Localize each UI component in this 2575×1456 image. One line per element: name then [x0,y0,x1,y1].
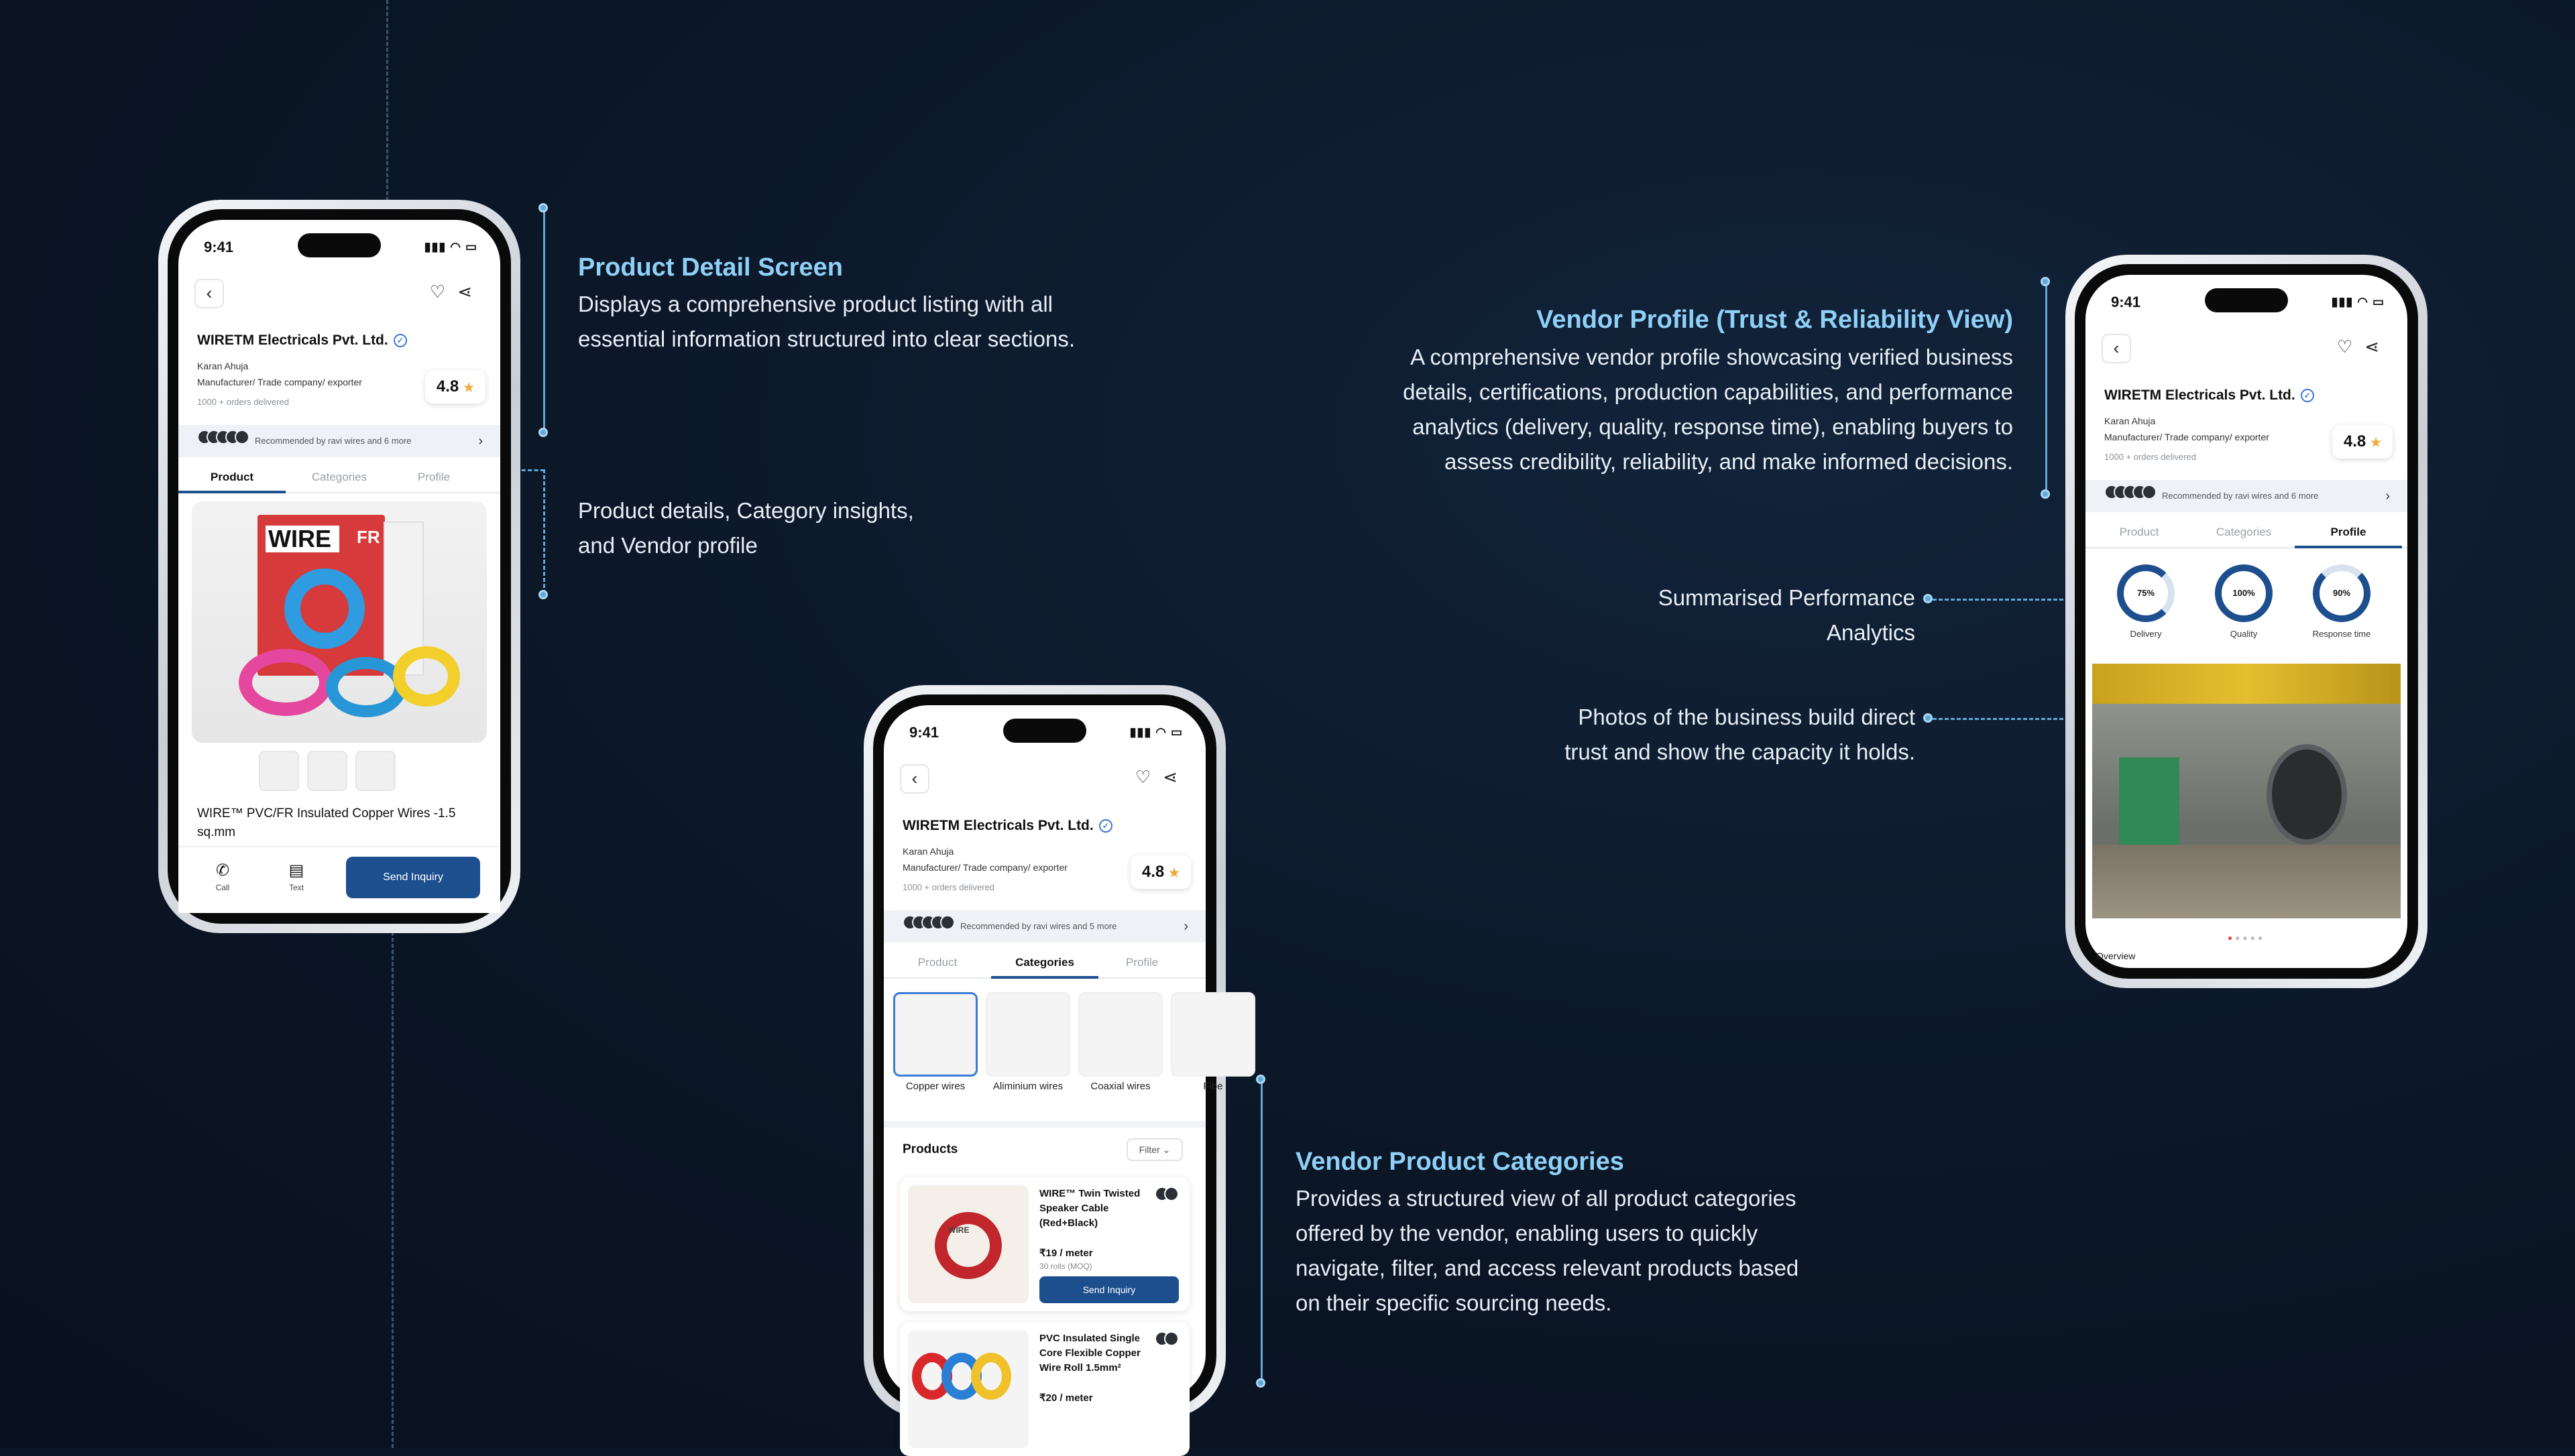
product-title: WIRE™ PVC/FR Insulated Copper Wires -1.5 sq.mm [197,806,456,839]
categories-title: Vendor Product Categories [1296,1148,1624,1176]
categories-body: Provides a structured view of all product categories offered by the vendor, enabling users to quickly navigate, filter, and access relevant products based on their specific sourcing needs. [1296,1186,1799,1315]
share-icon[interactable]: ⋖ [2364,337,2391,357]
contact-name: Karan Ahuja [197,361,249,371]
tab-profile[interactable]: Profile [1125,956,1159,969]
back-button[interactable]: ‹ [194,279,224,308]
send-inquiry-button[interactable]: Send Inquiry [346,857,480,898]
tab-product[interactable]: Product [917,956,958,969]
orders-delivered: 1000 + orders delivered [197,397,289,407]
verified-icon: ✓ [1099,819,1112,833]
contact-name: Karan Ahuja [903,846,954,857]
category-item[interactable]: Coaxial wires [1078,992,1163,1093]
connector-dot [538,590,548,599]
connector-vendor-profile [2045,282,2047,496]
product-card-image: WIRE [908,1185,1029,1303]
tab-categories[interactable]: Categories [991,949,1098,979]
product-card-image [908,1330,1029,1448]
product-card-title: WIRE™ Twin Twisted Speaker Cable (Red+Black) [1039,1188,1141,1229]
send-inquiry-button[interactable]: Send Inquiry [1039,1276,1179,1303]
product-card-moq: 30 rolls (MOQ) [1039,1262,1092,1271]
orders-delivered: 1000 + orders delivered [903,882,994,892]
rating-badge: 4.8 ★ [1131,855,1191,889]
thumbnail[interactable] [307,751,347,791]
share-icon[interactable]: ⋖ [457,282,484,302]
message-icon: ▤ [288,861,304,879]
chevron-down-icon: ⌄ [1162,1144,1171,1155]
guide-line-left-lower [392,932,394,1448]
connector-categories [1261,1079,1263,1384]
product-detail-body: Displays a comprehensive product listing with all essential information structured into clear sections. [578,292,1076,351]
category-carousel [893,992,1223,1113]
pink-coil [239,649,333,716]
metric-delivery: 75% Delivery [2099,564,2193,639]
box-fr: FR [357,527,380,547]
heart-icon[interactable]: ♡ [2336,337,2365,357]
products-heading: Products [903,1142,958,1156]
contact-name: Karan Ahuja [2104,416,2156,426]
rating-badge: 4.8 ★ [2332,425,2393,459]
recommended-bar[interactable]: Recommended by ravi wires and 6 more › [178,425,500,457]
thumbnail[interactable] [259,751,299,791]
metric-quality: 100% Quality [2197,564,2291,639]
vendor-type: Manufacturer/ Trade company/ exporter [2104,432,2269,442]
product-detail-sub: Product details, Category insights, and Vendor profile [578,498,914,558]
connector-dot [2041,489,2050,499]
tab-categories[interactable]: Categories [2216,526,2272,538]
recommended-bar[interactable]: Recommended by ravi wires and 5 more › [884,910,1206,943]
connector-dot [1256,1378,1265,1388]
phone-vendor-profile [2065,255,2427,988]
vendor-type: Manufacturer/ Trade company/ exporter [197,377,362,387]
product-card[interactable] [900,1177,1190,1311]
overview-label: Overview [2096,951,2136,961]
heart-icon[interactable]: ♡ [1135,767,1163,787]
analytics-label: Summarised Performance Analytics [1658,585,1915,645]
product-card-price: ₹20 / meter [1039,1392,1093,1404]
filter-button[interactable]: Filter ⌄ [1127,1138,1183,1161]
tab-product[interactable]: Product [2119,526,2159,538]
connector-dot [1923,594,1933,603]
factory-photo[interactable] [2092,664,2401,918]
call-button[interactable]: ✆ Call [215,861,230,892]
thumbnail[interactable] [355,751,396,791]
phone-product-detail [158,200,520,933]
star-icon: ★ [463,381,475,394]
back-button[interactable]: ‹ [900,764,929,794]
carousel-dots[interactable]: ●●●●● [2227,933,2266,943]
product-card[interactable] [900,1322,1190,1456]
heart-icon[interactable]: ♡ [429,282,458,302]
metric-response-time: 90% Response time [2295,564,2389,639]
status-bar: 9:41 ▮▮▮ ◠ ▭ [909,724,1183,741]
verified-icon: ✓ [394,334,407,347]
connector-dot [1923,713,1933,723]
category-item[interactable]: Copper wires [893,992,978,1093]
bottom-action-bar [178,846,500,913]
chevron-right-icon: › [1184,919,1188,934]
guide-line-left [386,0,388,201]
status-bar: 9:41 ▮▮▮ ◠ ▭ [2111,294,2385,310]
performance-metrics [2085,564,2407,658]
tab-product[interactable]: Product [178,464,286,493]
vendor-name[interactable]: WIRETM Electricals Pvt. Ltd. [903,818,1094,833]
back-button[interactable]: ‹ [2102,334,2131,363]
tab-bar [884,949,1206,979]
top-nav [2102,334,2391,363]
star-icon: ★ [2370,436,2382,449]
phone-categories [864,685,1226,1418]
top-nav [194,279,484,308]
share-icon[interactable]: ⋖ [1163,767,1190,787]
recommended-bar[interactable]: Recommended by ravi wires and 6 more › [2085,480,2407,512]
product-detail-title: Product Detail Screen [578,253,843,282]
connector-dot [538,428,548,437]
star-icon: ★ [1168,866,1180,879]
product-card-price: ₹19 / meter [1039,1248,1093,1259]
screen-categories [884,705,1223,1404]
tab-bar [2085,519,2407,548]
thumbnail-strip [259,751,404,791]
tab-profile[interactable]: Profile [2295,519,2402,548]
screen-product-detail [178,220,500,913]
box-brand: WIRE [266,526,339,552]
text-button[interactable]: ▤ Text [288,861,304,892]
status-bar: 9:41 ▮▮▮ ◠ ▭ [204,239,477,255]
seller-avatars [1155,1331,1179,1349]
yellow-coil [393,646,460,707]
connector-dot [1256,1075,1265,1084]
chevron-right-icon: › [478,434,483,448]
category-item[interactable]: Fibe [1171,992,1255,1093]
connector-profile-tab [543,469,545,594]
vendor-name[interactable]: WIRETM Electricals Pvt. Ltd. [197,332,388,348]
vendor-profile-title: Vendor Profile (Trust & Reliability View) [1536,306,2013,334]
orders-delivered: 1000 + orders delivered [2104,452,2196,462]
photos-label: Photos of the business build direct trust and show the capacity it holds. [1564,705,1915,764]
rating-badge: 4.8 ★ [425,370,485,404]
product-image[interactable] [192,501,487,743]
connector-product-detail [543,208,545,433]
seller-avatars [1155,1187,1179,1205]
tab-profile[interactable]: Profile [417,471,451,483]
vendor-type: Manufacturer/ Trade company/ exporter [903,862,1068,873]
category-item[interactable]: Aliminium wires [986,992,1070,1093]
phone-icon: ✆ [215,861,230,879]
tab-categories[interactable]: Categories [311,471,367,483]
verified-icon: ✓ [2301,389,2314,402]
connector-dot [538,203,548,213]
screen-vendor-profile [2085,275,2407,968]
vendor-profile-body: A comprehensive vendor profile showcasing verified business details, certifications, production capabilities, and performance analytics (delivery, quality, response time), enabling buyers to assess credibility, reliability, and make informed decisions. [1403,345,2013,474]
tab-bar [178,464,500,493]
connector-dot [2041,277,2050,286]
section-divider [884,1121,1206,1128]
product-card-title: PVC Insulated Single Core Flexible Copper Wire Roll 1.5mm² [1039,1333,1141,1374]
chevron-right-icon: › [2385,489,2390,503]
top-nav [900,764,1190,794]
vendor-name[interactable]: WIRETM Electricals Pvt. Ltd. [2104,387,2295,403]
